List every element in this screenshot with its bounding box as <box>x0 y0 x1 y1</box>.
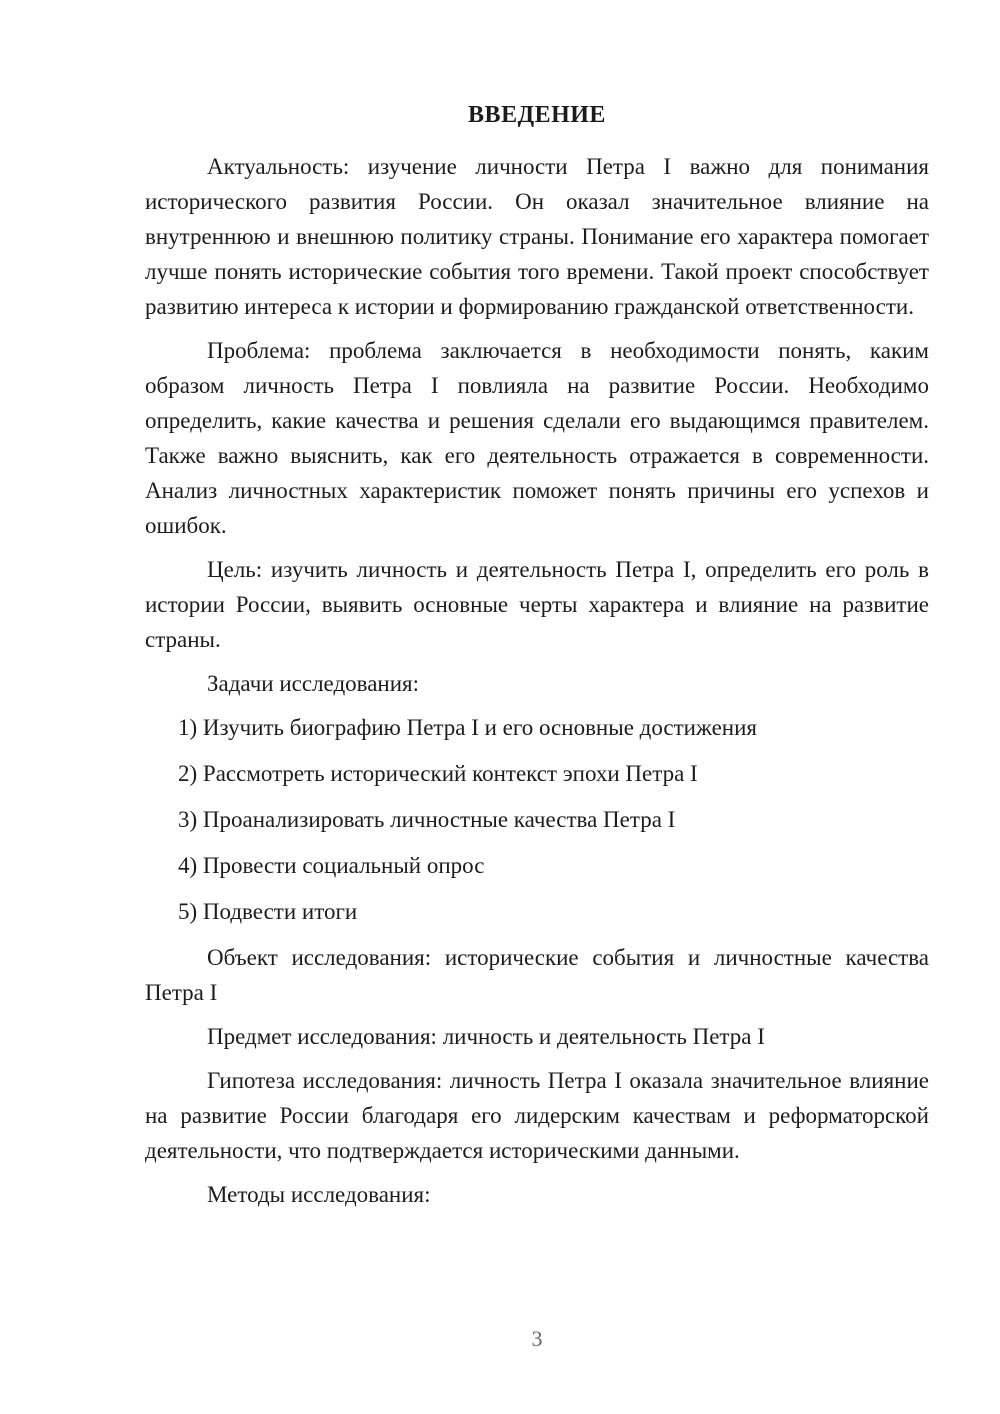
paragraph-methods-heading: Методы исследования: <box>207 1182 431 1207</box>
paragraph-goal: Цель: изучить личность и деятельность Петра I, определить его роль в истории России, выявить основные черты характера и влияние на развитие страны. <box>145 557 929 652</box>
paragraph-tasks-heading: Задачи исследования: <box>207 671 420 696</box>
task-list-item-1: 1) Изучить биографию Петра I и его основные достижения <box>178 715 757 740</box>
task-list-item-5: 5) Подвести итоги <box>178 899 358 924</box>
page-title: ВВЕДЕНИЕ <box>468 102 606 128</box>
task-list-item-4: 4) Провести социальный опрос <box>178 853 485 878</box>
paragraph-problem: Проблема: проблема заключается в необходимости понять, каким образом личность Петра I повлияла на развитие России. Необходимо определить, какие качества и решения сделали его выдающимся правителем. Также важно выяснить, как его деятельность отражается в современности. Анализ личностных характеристик поможет понять причины его успехов и ошибок. <box>145 338 929 538</box>
paragraph-hypothesis: Гипотеза исследования: личность Петра I оказала значительное влияние на развитие России благодаря его лидерским качествам и реформаторской деятельности, что подтверждается историческими данными. <box>145 1068 929 1163</box>
task-list-item-2: 2) Рассмотреть исторический контекст эпохи Петра I <box>178 761 698 786</box>
document-content <box>145 97 929 1221</box>
paragraph-relevance: Актуальность: изучение личности Петра I важно для понимания исторического развития России. Он оказал значительное влияние на внутреннюю и внешнюю политику страны. Понимание его характера помогает лучше понять исторические события того времени. Такой проект способствует развитию интереса к истории и формированию гражданской ответственности. <box>145 154 929 319</box>
paragraph-research-subject: Предмет исследования: личность и деятельность Петра I <box>207 1024 765 1049</box>
page-number: 3 <box>531 1326 543 1351</box>
paragraph-research-object: Объект исследования: исторические события и личностные качества Петра I <box>145 945 929 1005</box>
task-list-item-3: 3) Проанализировать личностные качества Петра I <box>178 807 676 832</box>
